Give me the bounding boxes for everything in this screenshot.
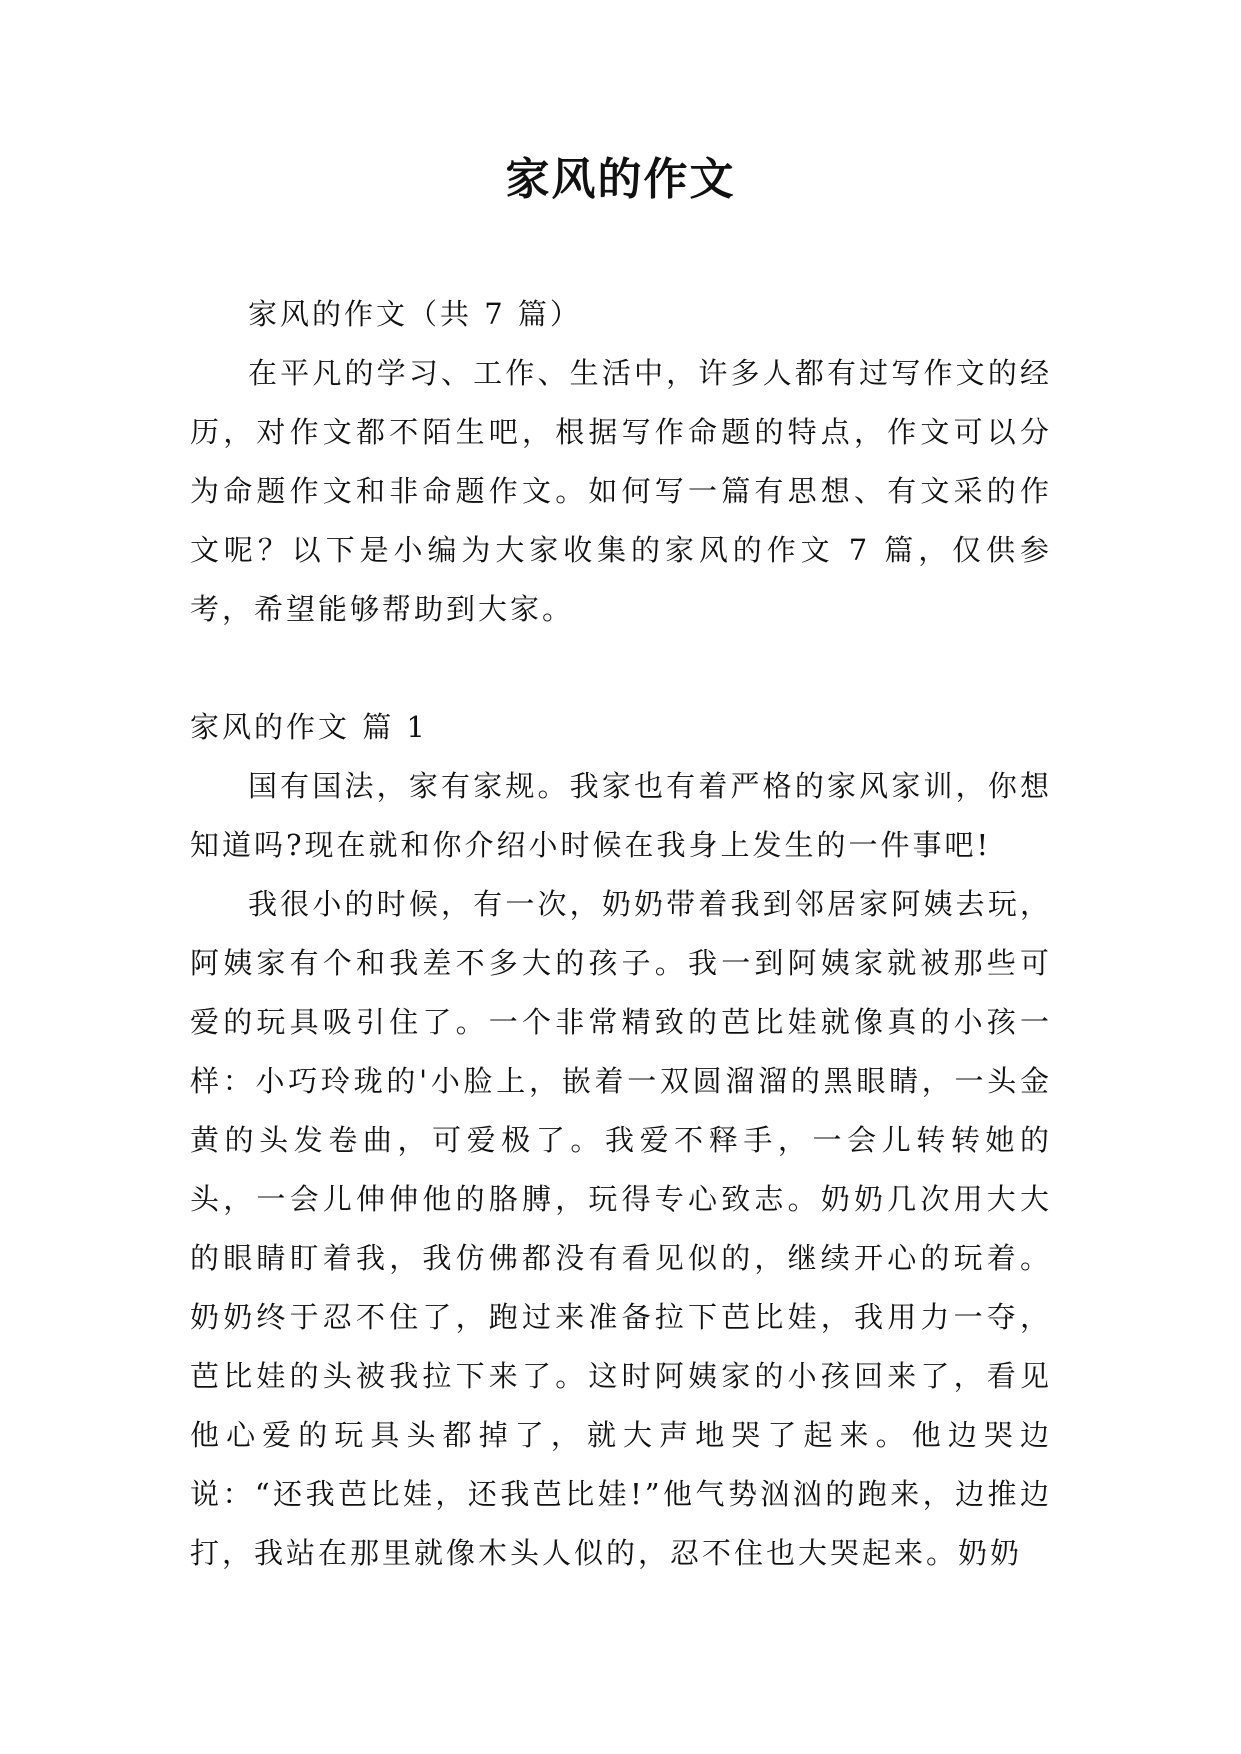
body-paragraph: 我很小的时候，有一次，奶奶带着我到邻居家阿姨去玩，阿姨家有个和我差不多大的孩子。我一到阿姨家就被那些可爱的玩具吸引住了。一个非常精致的芭比娃就像真的小孩一样：小巧玲珑的'小脸上，嵌着一双圆溜溜的黑眼睛，一头金黄的头发卷曲，可爱极了。我爱不释手，一会儿转转她的头，一会儿伸伸他的胳膊，玩得专心致志。奶奶几次用大大的眼睛盯着我，我仿佛都没有看见似的，继续开心的玩着。奶奶终于忍不住了，跑过来准备拉下芭比娃，我用力一夺，芭比娃的头被我拉下来了。这时阿姨家的小孩回来了，看见他心爱的玩具头都掉了，就大声地哭了起来。他边哭边说：“还我芭比娃，还我芭比娃!”他气势汹汹的跑来，边推边打，我站在那里就像木头人似的，忍不住也大哭起来。奶奶 xyxy=(190,887,1052,1570)
section-heading: 家风的作文 篇 1 xyxy=(190,710,428,744)
document-subtitle: 家风的作文（共 7 篇） xyxy=(248,297,582,331)
intro-paragraph: 在平凡的学习、工作、生活中，许多人都有过写作文的经历，对作文都不陌生吧，根据写作命题的特点，作文可以分为命题作文和非命题作文。如何写一篇有思想、有文采的作文呢？以下是小编为大家收集的家风的作文 7 篇，仅供参考，希望能够帮助到大家。 xyxy=(190,356,1052,626)
document-body xyxy=(190,285,1052,1583)
document-title: 家风的作文 xyxy=(505,154,736,205)
body-paragraph: 国有国法，家有家规。我家也有着严格的家风家训，你想知道吗?现在就和你介绍小时候在我身上发生的一件事吧! xyxy=(190,769,1052,862)
